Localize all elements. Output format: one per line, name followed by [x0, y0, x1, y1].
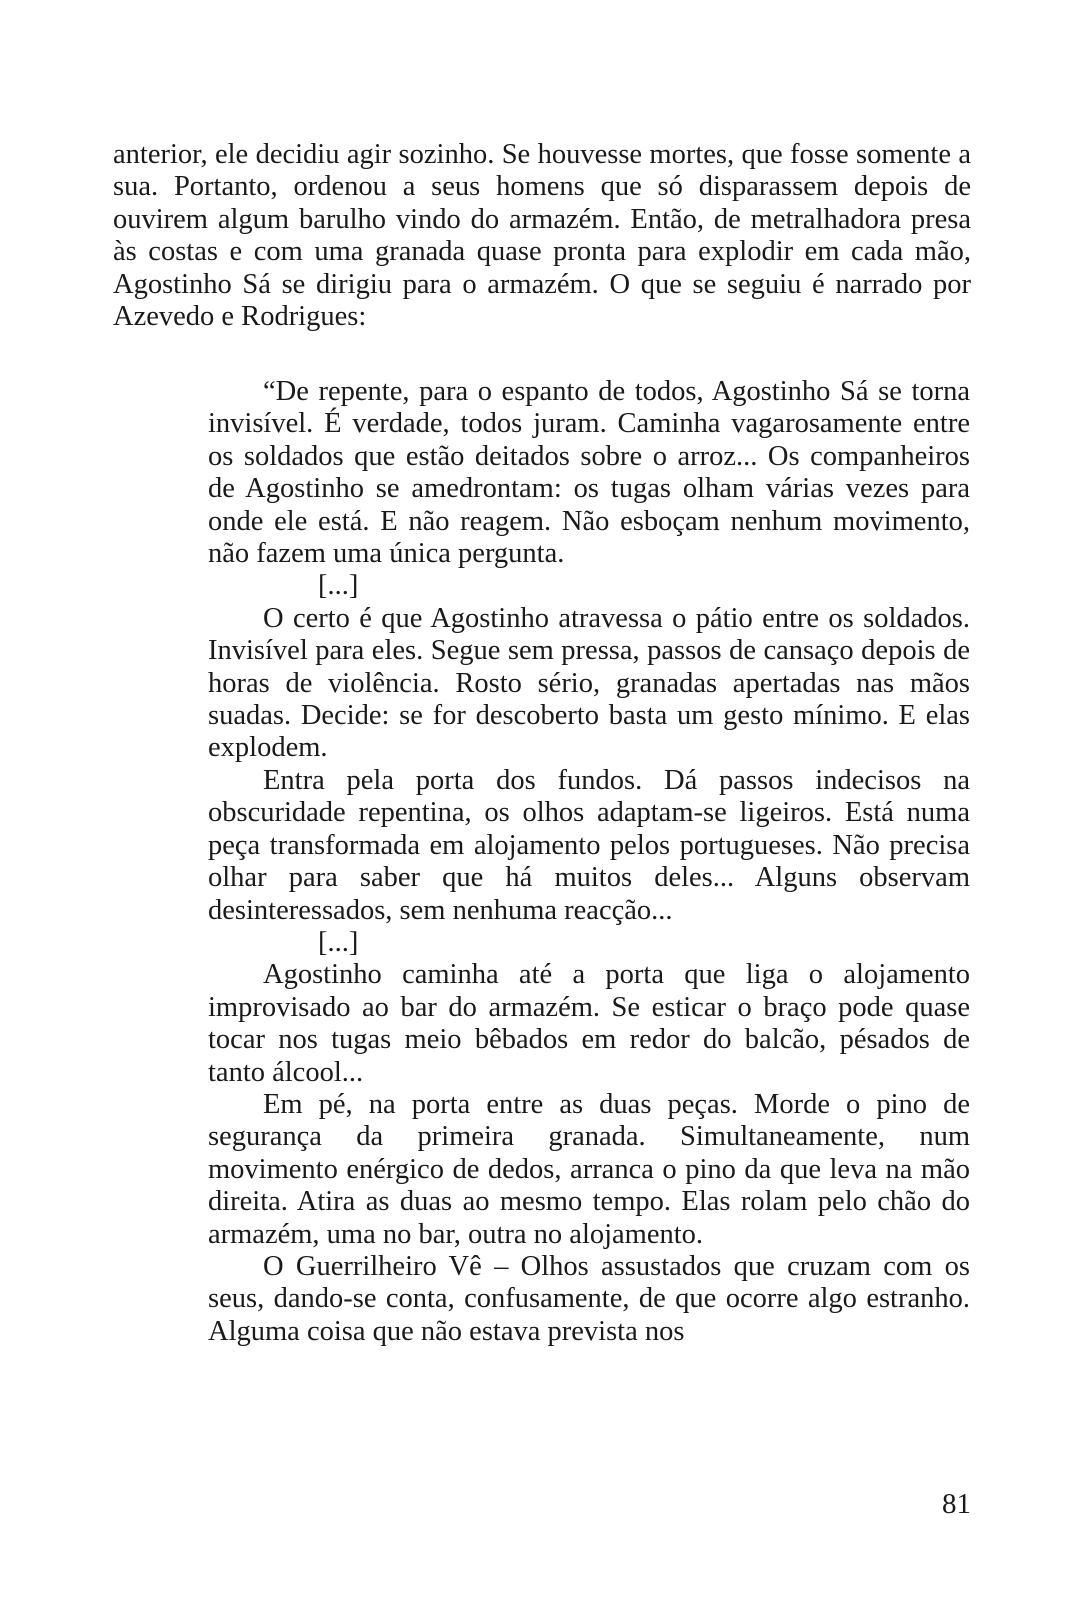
quote-paragraph-6: O Guerrilheiro Vê – Olhos assustados que cruzam com os seus, dando-se conta, confusamente, de que ocorre algo estranho. Alguma coisa que não estava prevista nos — [208, 1250, 970, 1347]
quote-paragraph-4: Agostinho caminha até a porta que liga o alojamento improvisado ao bar do armazém. Se esticar o braço pode quase tocar nos tugas meio bêbados em redor do balcão, pésados de tanto álcool... — [208, 959, 970, 1088]
intro-paragraph: anterior, ele decidiu agir sozinho. Se houvesse mortes, que fosse somente a sua. Portanto, ordenou a seus homens que só disparassem depois de ouvirem algum barulho vindo do armazém. Então, de metralhadora presa às costas e com uma granada quase pronta para explodir em cada mão, Agostinho Sá se dirigiu para o armazém. O que se seguiu é narrado por Azevedo e Rodrigues: — [113, 139, 971, 333]
page-number: 81 — [942, 1488, 971, 1520]
quote-paragraph-2: O certo é que Agostinho atravessa o pátio entre os soldados. Invisível para eles. Segue sem pressa, passos de cansaço depois de horas de violência. Rosto sério, granadas apertadas nas mãos suadas. Decide: se for descoberto basta um gesto mínimo. E elas explodem. — [208, 602, 970, 764]
quote-paragraph-5: Em pé, na porta entre as duas peças. Morde o pino de segurança da primeira granada. Simultaneamente, num movimento enérgico de dedos, arranca o pino da que leva na mão direita. Atira as duas ao mesmo tempo. Elas rolam pelo chão do armazém, uma no bar, outra no alojamento. — [208, 1088, 970, 1250]
block-quote — [208, 376, 970, 1348]
quote-ellipsis-1: [...] — [318, 570, 359, 602]
quote-paragraph-1: “De repente, para o espanto de todos, Agostinho Sá se torna invisível. É verdade, todos juram. Caminha vagarosamente entre os soldados que estão deitados sobre o arroz... Os companheiros de Agostinho se amedrontam: os tugas olham várias vezes para onde ele está. E não reagem. Não esboçam nenhum movimento, não fazem uma única pergunta. — [208, 376, 970, 570]
quote-ellipsis-2: [...] — [318, 926, 359, 958]
quote-paragraph-3: Entra pela porta dos fundos. Dá passos indecisos na obscuridade repentina, os olhos adaptam-se ligeiros. Está numa peça transformada em alojamento pelos portugueses. Não precisa olhar para saber que há muitos deles... Alguns observam desinteressados, sem nenhuma reacção... — [208, 764, 970, 926]
